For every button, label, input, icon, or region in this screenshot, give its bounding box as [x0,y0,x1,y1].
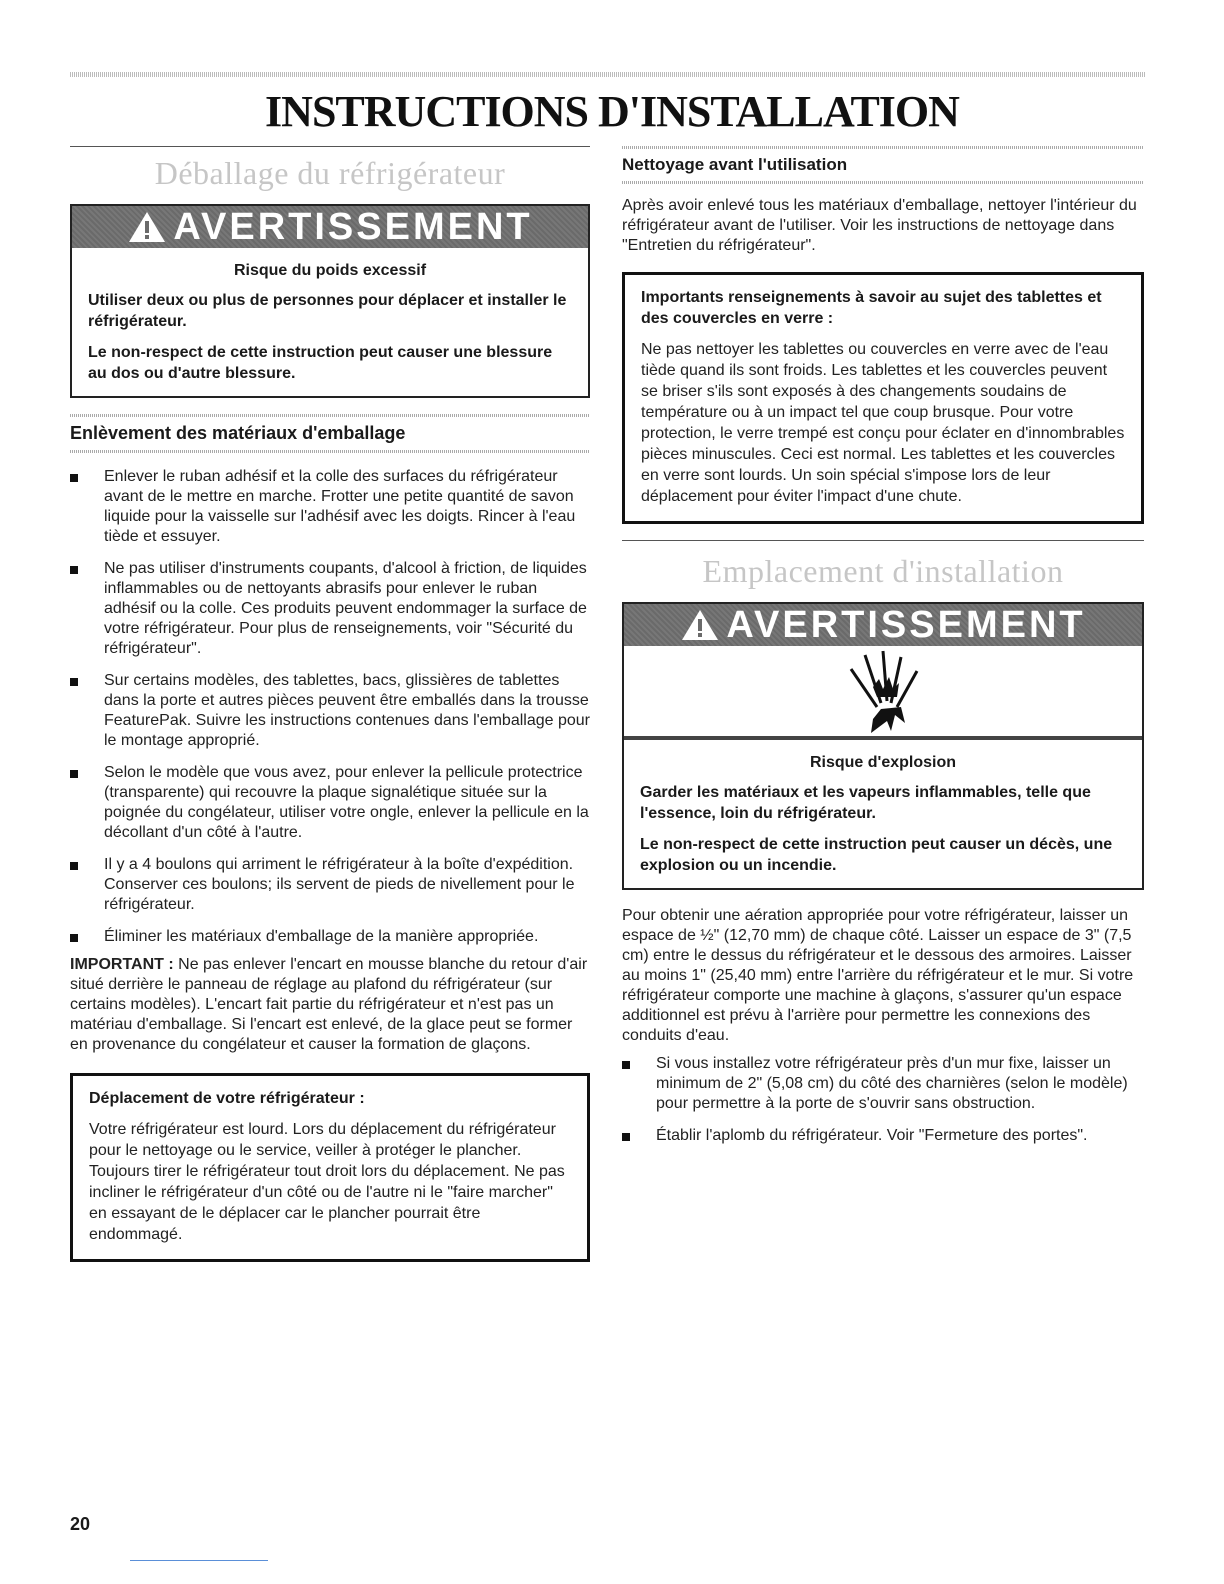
warning-header [624,604,1142,646]
warning-body [624,740,1142,888]
warning-line1: Garder les matériaux et les vapeurs inflammables, telle que l'essence, loin du réfrigérateur. [640,784,1091,822]
section-rule [70,146,590,147]
list-item: Éliminer les matériaux d'emballage de la manière appropriée. [70,927,590,947]
section-rule [622,540,1144,541]
list-item: Il y a 4 boulons qui arriment le réfrigérateur à la boîte d'expédition. Conserver ces boulons; ils servent de pieds de nivellement pour le réfrigérateur. [70,855,590,915]
list-item: Ne pas utiliser d'instruments coupants, d'alcool à friction, de liquides inflammables ou de nettoyants abrasifs pour enlever le ruban adhésif ou la colle. Ces produits peuvent endommager la surface de votre réfrigérateur. Pour plus de renseignements, voir "Sécurité du réfrigérateur". [70,559,590,659]
explosion-area [624,646,1142,740]
glass-title: Importants renseignements à savoir au sujet des tablettes et des couvercles en verre : [641,289,1102,327]
subhead-cleaning [622,146,1144,188]
warning-triangle-icon [680,608,720,642]
list-item: Si vous installez votre réfrigérateur près d'un mur fixe, laisser un minimum de 2" (5,08 cm) du côté des charnières (selon le modèle) pour permettre à la porte de s'ouvrir sans obstruction. [622,1054,1144,1114]
section-title-unpacking: Déballage du réfrigérateur [154,155,506,191]
warning-body [72,248,588,396]
cleaning-paragraph: Après avoir enlevé tous les matériaux d'emballage, nettoyer l'intérieur du réfrigérateur avant de l'utiliser. Voir les instructions de nettoyage dans "Entretien du réfrigérateur". [622,197,1137,254]
warning-line2: Le non-respect de cette instruction peut causer un décès, une explosion ou un incendie. [640,836,1113,874]
page-number: 20 [70,1514,91,1534]
list-item: Selon le modèle que vous avez, pour enlever la pellicule protectrice (transparente) qui recouvre la plaque signalétique située sur la poignée du congélateur, utiliser votre ongle, enlever la pellicule en la décollant d'un côté à l'autre. [70,763,590,843]
location-paragraph: Pour obtenir une aération appropriée pour votre réfrigérateur, laisser un espace de ½" (12,70 mm) de chaque côté. Laisser un espace de 3" (7,5 cm) entre le dessus du réfrigérateur et le dessous des armoires. Laisser au moins 1" (25,40 mm) entre l'arrière du réfrigérateur et le mur. Si votre réfrigérateur comporte une machine à glaçons, s'assurer qu'un espace additionnel est prévu à l'arrière pour permettre les connexions des conduits d'eau. [622,907,1134,1044]
moving-title: Déplacement de votre réfrigérateur : [89,1090,365,1107]
warning-header [72,206,588,248]
warning-risk: Risque du poids excessif [233,262,427,279]
right-column [622,146,1144,1158]
warning-risk: Risque d'explosion [809,754,957,771]
warning-box-explosion [622,602,1144,890]
subhead-dots [622,181,1144,184]
list-item: Établir l'aplomb du réfrigérateur. Voir "Fermeture des portes". [622,1126,1144,1146]
subhead-dots [70,450,590,453]
warning-box-weight [70,204,590,398]
warning-header-text: AVERTISSEMENT [173,205,533,248]
page-title: INSTRUCTIONS D'INSTALLATION [265,87,959,136]
subhead-dots [70,414,590,417]
removal-bullet-list [70,467,590,947]
list-item: Sur certains modèles, des tablettes, bacs, glissières de tablettes dans la porte et autres pièces peuvent être emballés dans la trousse FeaturePak. Suivre les instructions contenues dans l'emballage pour le montage approprié. [70,671,590,751]
moving-text: Votre réfrigérateur est lourd. Lors du déplacement du réfrigérateur pour le nettoyage ou le service, veiller à protéger le plancher. Toujours tirer le réfrigérateur tout droit lors du déplacement. Ne pas incliner le réfrigérateur d'un côté ou de l'autre ni le "faire marcher" en essayant de le déplacer car le plancher pourrait être endommagé. [89,1121,565,1243]
page-footer-line [130,1560,268,1561]
location-bullet-list [622,1054,1144,1146]
explosion-icon [843,649,923,733]
top-dotted-rule [70,72,1145,77]
glass-info-box [622,272,1144,524]
important-text: Ne pas enlever l'encart en mousse blanche du retour d'air situé derrière le panneau de réglage au plafond du réfrigérateur (sur certains modèles). L'encart fait partie du réfrigérateur et n'est pas un matériau d'emballage. Si l'encart est enlevé, de la glace peut se former en provenance du congélateur et causer la formation de glaçons. [70,956,588,1053]
section-title-location: Emplacement d'installation [702,553,1064,589]
subhead-removal-title: Enlèvement des matériaux d'emballage [70,423,406,443]
important-paragraph [70,955,590,1055]
warning-line1: Utiliser deux ou plus de personnes pour déplacer et installer le réfrigérateur. [88,292,567,330]
subhead-cleaning-title: Nettoyage avant l'utilisation [622,155,848,174]
moving-info-box [70,1073,590,1262]
warning-line2: Le non-respect de cette instruction peut causer une blessure au dos ou d'autre blessure. [88,344,553,382]
subhead-removal [70,408,590,457]
list-item: Enlever le ruban adhésif et la colle des surfaces du réfrigérateur avant de le mettre en marche. Frotter une petite quantité de savon liquide pour la vaisselle sur l'adhésif avec les doigts. Rincer à l'eau tiède et essuyer. [70,467,590,547]
glass-text: Ne pas nettoyer les tablettes ou couvercles en verre avec de l'eau tiède quand ils sont froids. Les tablettes et les couvercles peuvent se briser s'ils sont exposés à des changements soudains de température ou à un impact tel que coup brusque. Pour votre protection, le verre trempé est conçu pour éclater en d'innombrables pièces minuscules. Ceci est normal. Les tablettes et les couvercles en verre sont lourds. Un soin spécial s'impose lors de leur déplacement pour éviter l'impact d'une chute. [641,341,1125,505]
warning-header-text: AVERTISSEMENT [726,603,1086,646]
important-label: IMPORTANT : [70,956,174,973]
left-column [70,146,590,1262]
warning-triangle-icon [127,210,167,244]
subhead-dots [622,146,1144,149]
